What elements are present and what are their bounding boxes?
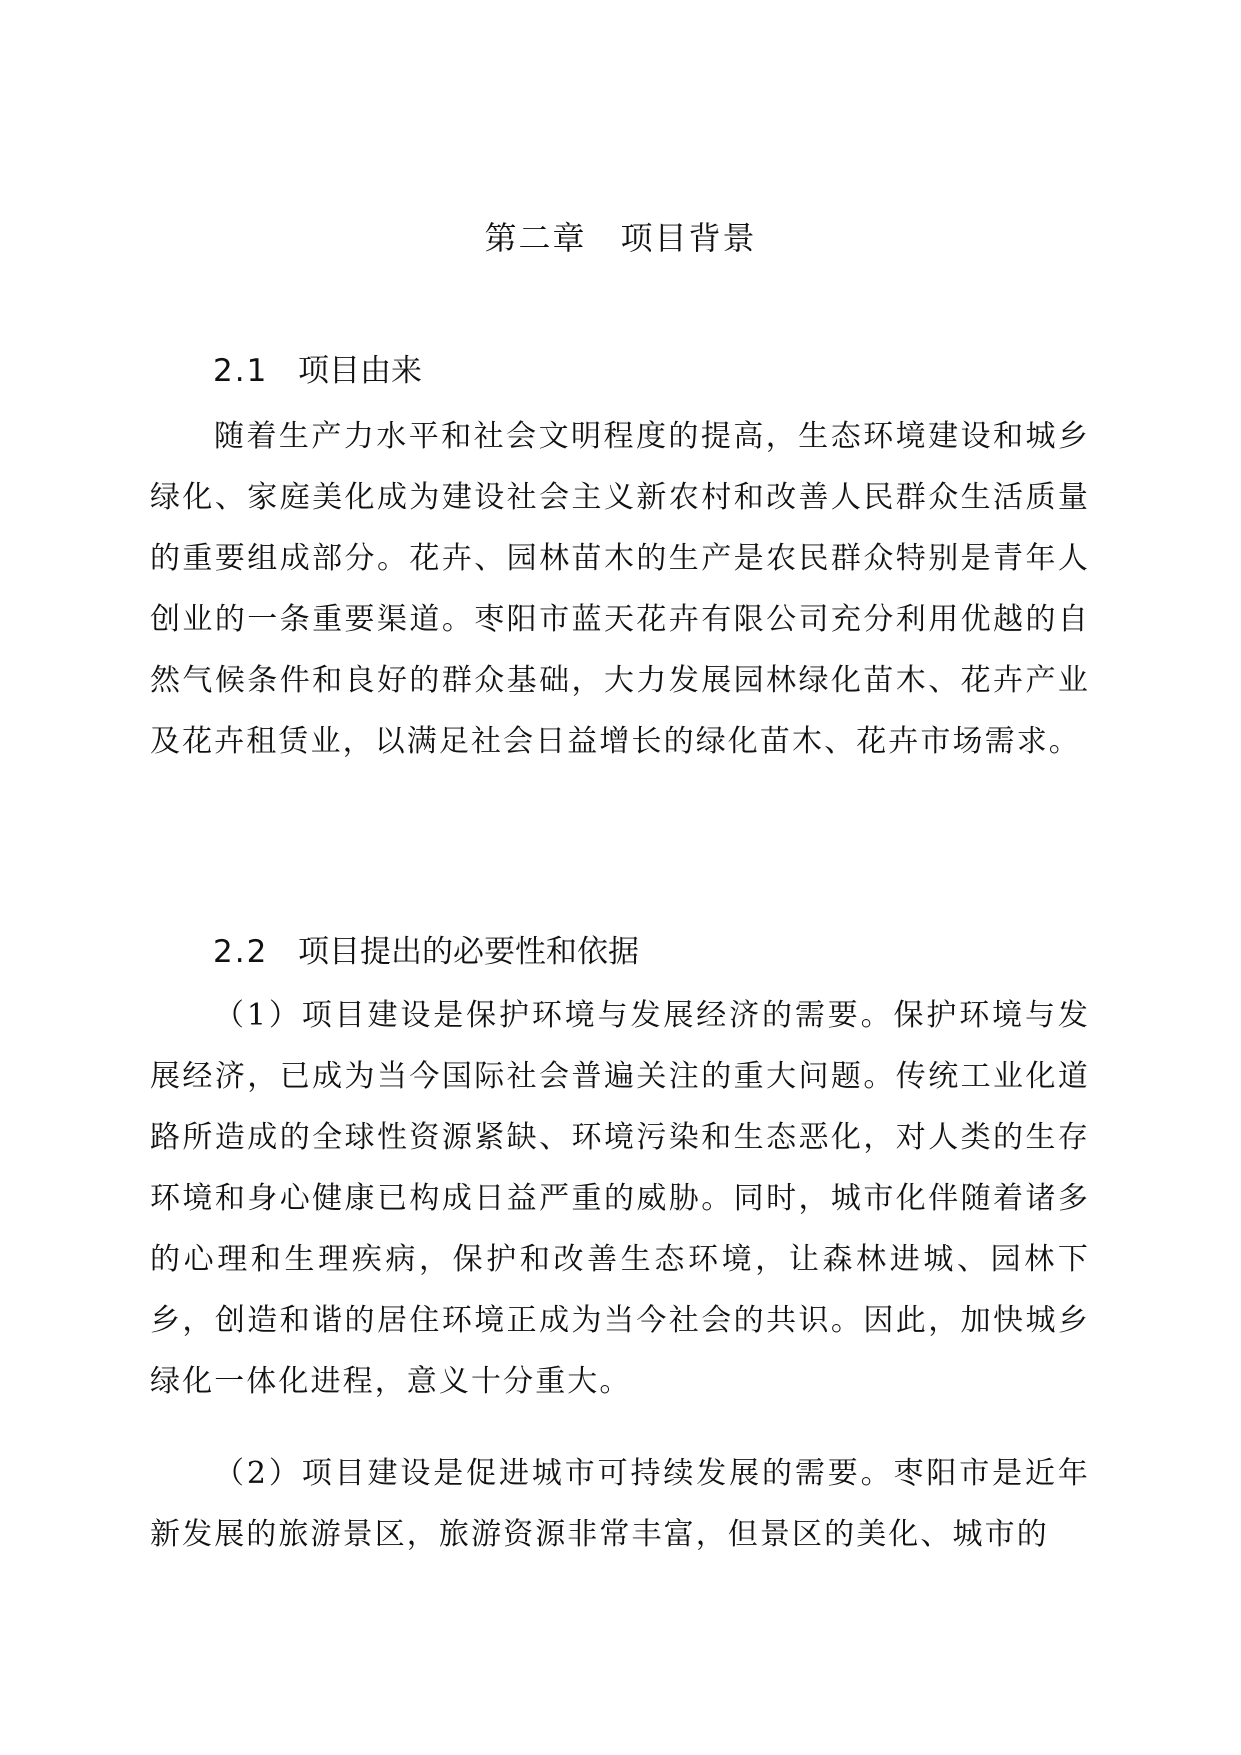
section-title: 项目提出的必要性和依据 — [298, 934, 639, 970]
section-heading-2-2 — [213, 927, 639, 977]
paragraph-necessity-1: （1）项目建设是保护环境与发展经济的需要。保护环境与发展经济，已成为当今国际社会普遍关注的重大问题。传统工业化道路所造成的全球性资源紧缺、环境污染和生态恶化，对人类的生存环境和身心健康已构成日益严重的威胁。同时，城市化伴随着诸多的心理和生理疾病，保护和改善生态环境，让森林进城、园林下乡，创造和谐的居住环境正成为当今社会的共识。因此，加快城乡绿化一体化进程，意义十分重大。 — [150, 998, 1090, 1399]
section-heading-2-1 — [213, 346, 422, 396]
section-number: 2.1 — [213, 353, 269, 389]
paragraph-project-origin: 随着生产力水平和社会文明程度的提高，生态环境建设和城乡绿化、家庭美化成为建设社会主义新农村和改善人民群众生活质量的重要组成部分。花卉、园林苗木的生产是农民群众特别是青年人创业的一条重要渠道。枣阳市蓝天花卉有限公司充分利用优越的自然气候条件和良好的群众基础，大力发展园林绿化苗木、花卉产业及花卉租赁业，以满足社会日益增长的绿化苗木、花卉市场需求。 — [150, 419, 1090, 759]
chapter-title: 第二章 项目背景 — [484, 219, 757, 257]
section-title: 项目由来 — [298, 353, 422, 389]
paragraph-necessity-2: （2）项目建设是促进城市可持续发展的需要。枣阳市是近年新发展的旅游景区，旅游资源非常丰富，但景区的美化、城市的 — [150, 1456, 1090, 1552]
section-number: 2.2 — [213, 934, 269, 970]
